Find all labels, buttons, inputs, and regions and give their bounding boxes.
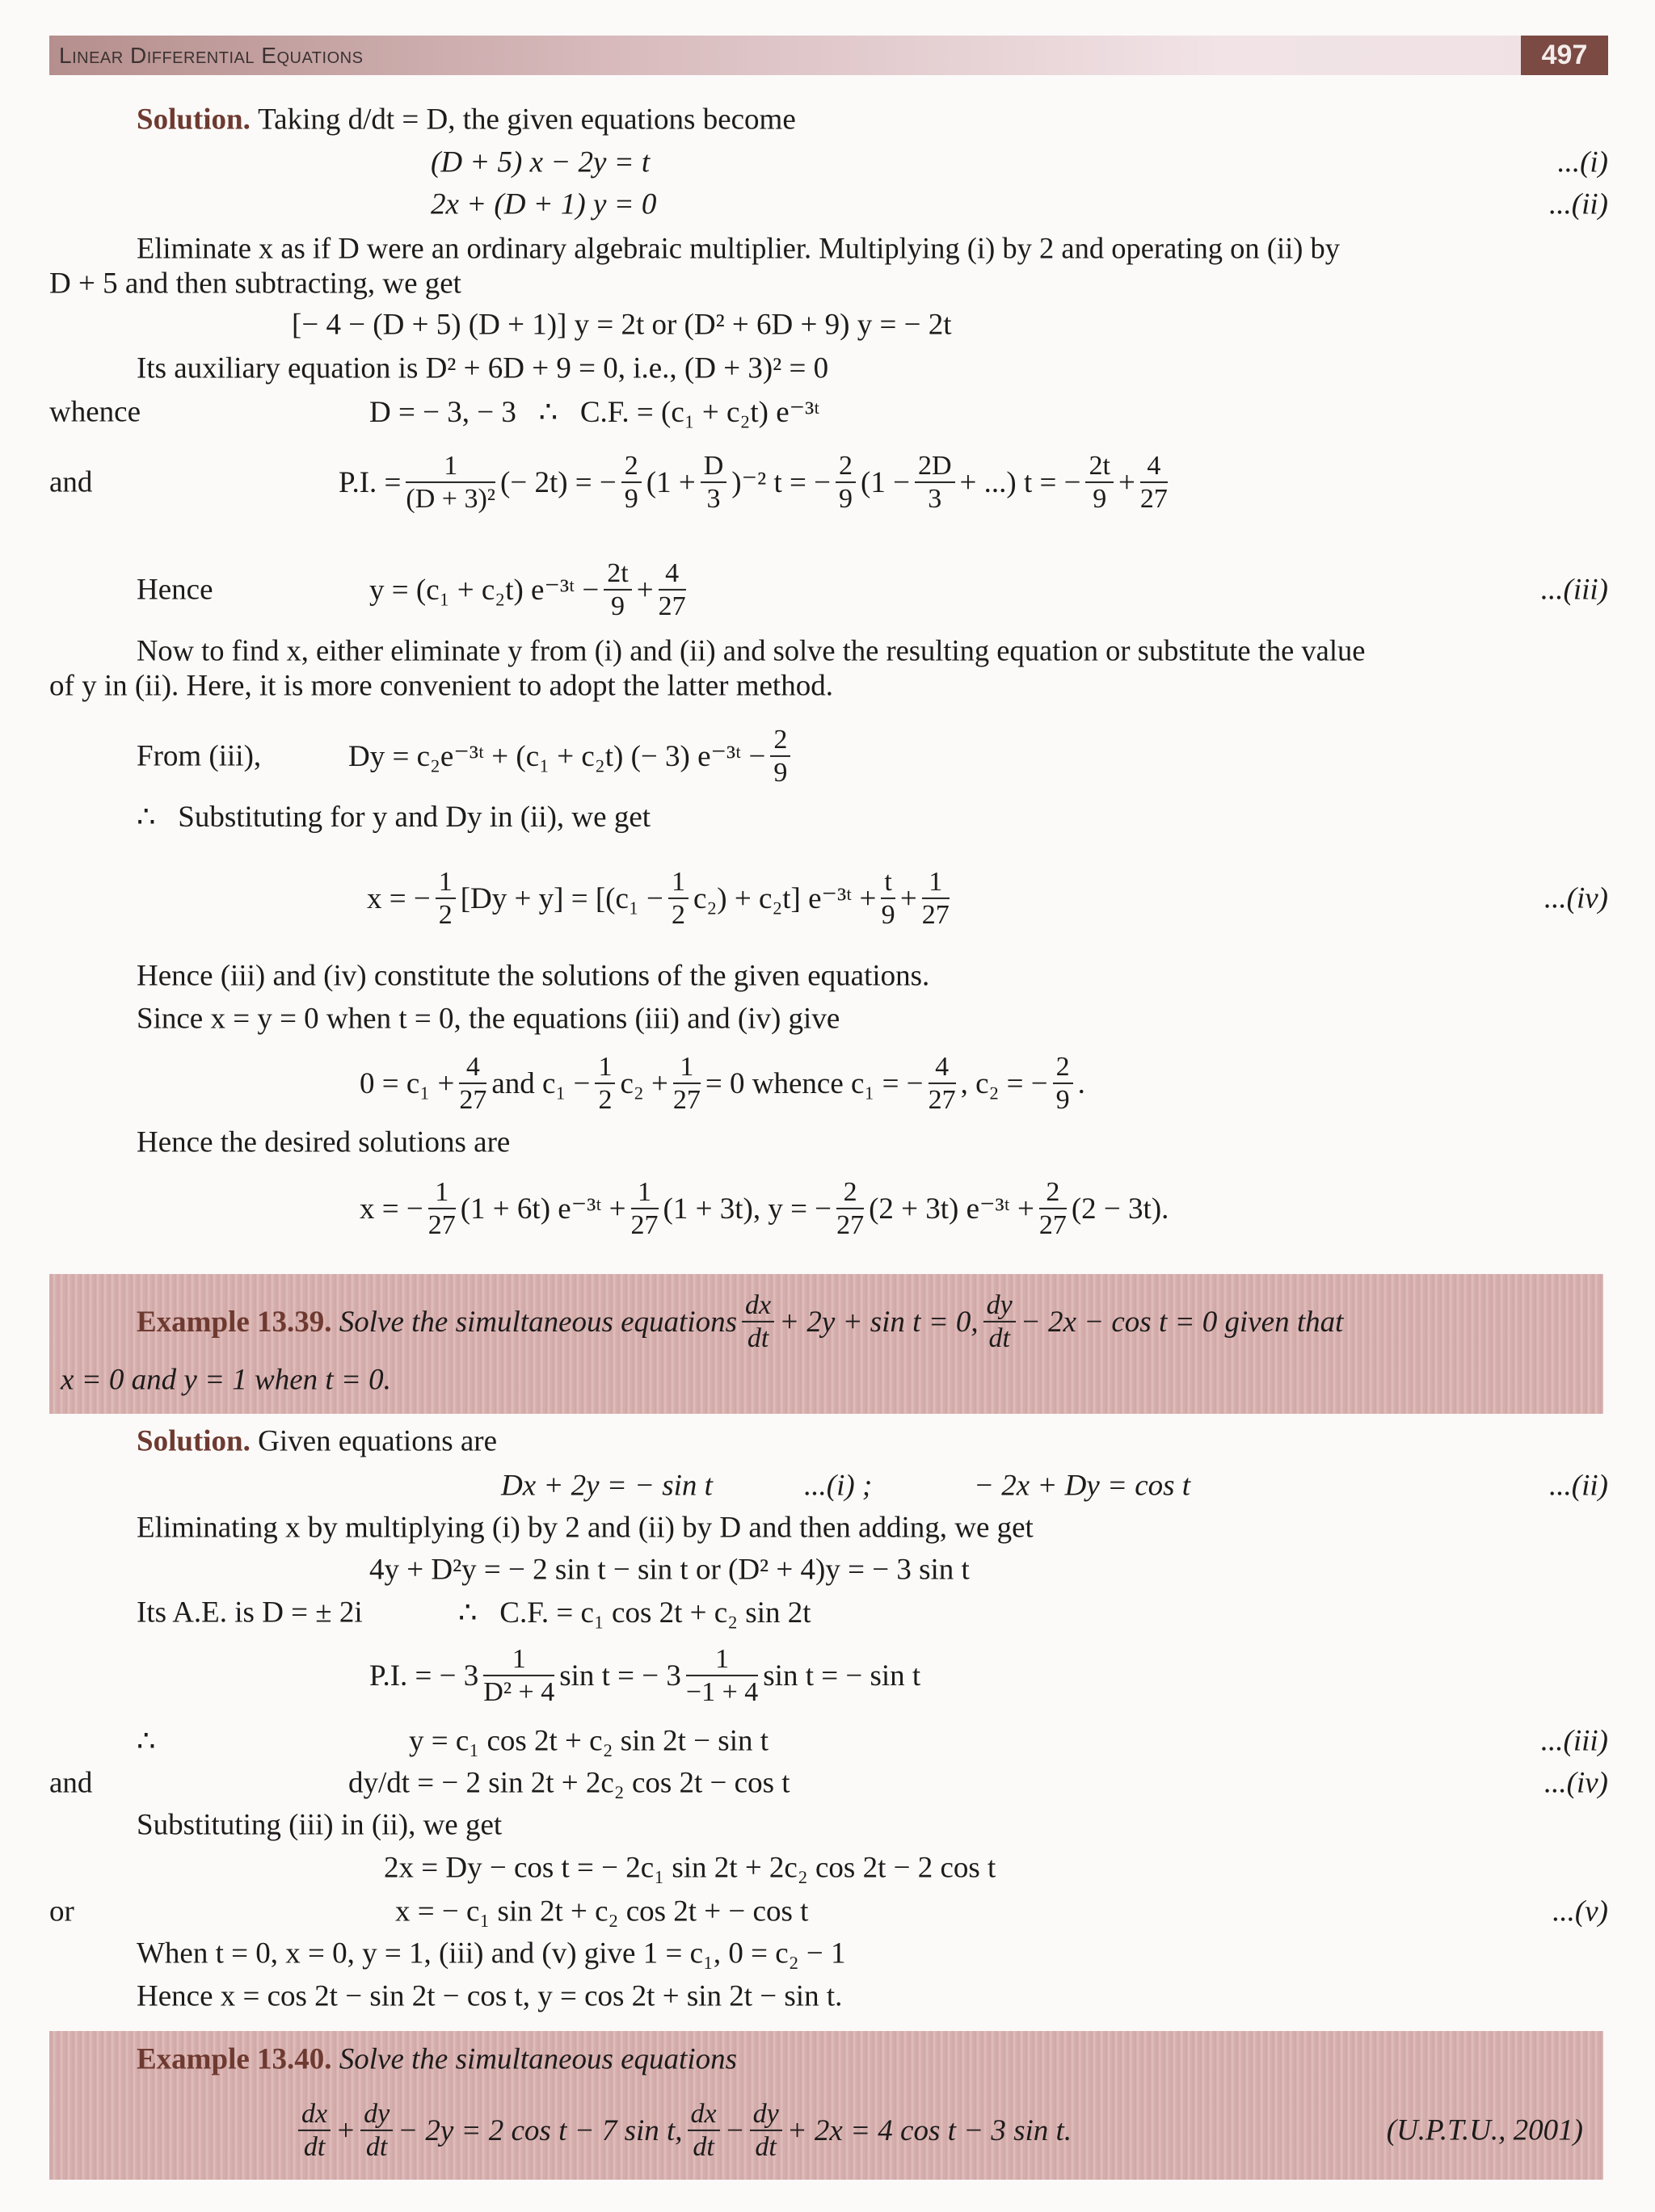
fraction bbox=[436, 866, 456, 931]
den: 9 bbox=[1055, 1085, 1070, 1115]
fraction bbox=[701, 450, 727, 515]
equation-ii: 2x + (D + 1) y = 0 bbox=[431, 187, 657, 221]
num: 1 bbox=[595, 1051, 615, 1084]
t: [(c₁ − bbox=[595, 881, 663, 915]
num: 2 bbox=[770, 724, 790, 757]
num: 4 bbox=[1140, 450, 1168, 483]
fraction bbox=[428, 1176, 456, 1241]
t: and c₁ − bbox=[491, 1066, 591, 1100]
den: 3 bbox=[706, 484, 721, 514]
paragraph: Its A.E. is D = ± 2i bbox=[137, 1596, 363, 1630]
example-13-39-line2: x = 0 and y = 1 when t = 0. bbox=[61, 1363, 391, 1397]
num: 2 bbox=[1039, 1176, 1067, 1209]
den: 9 bbox=[624, 484, 638, 514]
paragraph: Hence the desired solutions are bbox=[137, 1125, 511, 1159]
num: 2 bbox=[621, 450, 642, 483]
label: or bbox=[49, 1894, 74, 1928]
den: D² + 4 bbox=[483, 1677, 555, 1707]
den: 27 bbox=[921, 900, 950, 930]
num: 2 bbox=[836, 450, 856, 483]
t: (1 + 6t) e⁻³ᵗ + bbox=[460, 1192, 626, 1226]
label: and bbox=[49, 1766, 93, 1800]
equation-i: Dx + 2y = − sin t bbox=[501, 1469, 713, 1503]
example-13-39-statement bbox=[137, 1289, 1343, 1354]
fraction bbox=[742, 1289, 774, 1354]
fraction bbox=[750, 2098, 782, 2163]
fraction bbox=[668, 866, 689, 931]
t: Solve the simultaneous equations bbox=[339, 1305, 738, 1339]
fraction bbox=[1140, 450, 1168, 515]
t: c₂) + c₂t] e⁻³ᵗ + bbox=[693, 882, 877, 915]
example-13-40-heading bbox=[137, 2042, 737, 2077]
t: + ...) t = − bbox=[959, 465, 1081, 499]
t: 0 = c₁ + bbox=[360, 1066, 455, 1100]
t: − 2y = 2 cos t − 7 sin t, bbox=[398, 2113, 683, 2147]
label: whence bbox=[49, 395, 141, 429]
paragraph: ∴ Substituting for y and Dy in (ii), we get bbox=[137, 801, 651, 834]
den: −1 + 4 bbox=[685, 1677, 759, 1707]
fraction bbox=[298, 2098, 331, 2163]
t: x = − bbox=[360, 1192, 423, 1226]
den: dt bbox=[303, 2132, 326, 2162]
den: 2 bbox=[438, 900, 453, 930]
num: t bbox=[881, 866, 895, 899]
t: (− 2t) = − bbox=[500, 465, 617, 499]
label: From (iii), bbox=[137, 739, 262, 773]
t: (1 − bbox=[861, 465, 910, 499]
t: + bbox=[636, 573, 654, 607]
den: dt bbox=[988, 1323, 1010, 1353]
den: 27 bbox=[630, 1210, 659, 1240]
t: , c₂ = − bbox=[960, 1066, 1048, 1100]
den: dt bbox=[693, 2132, 714, 2162]
equation-dy bbox=[348, 724, 795, 788]
equation-cf: ∴ C.F. = c₁ cos 2t + c₂ sin 2t bbox=[458, 1596, 811, 1630]
num: 1 bbox=[668, 866, 689, 899]
num: 1 bbox=[631, 1176, 659, 1209]
den: 9 bbox=[881, 900, 895, 930]
t: (2 − 3t). bbox=[1071, 1192, 1169, 1226]
equation-constants bbox=[360, 1051, 1085, 1116]
fraction bbox=[595, 1051, 615, 1116]
label: and bbox=[49, 465, 93, 499]
fraction bbox=[631, 1176, 659, 1241]
num: 1 bbox=[483, 1643, 554, 1676]
example-label: Example 13.39. bbox=[137, 1305, 332, 1339]
den: 27 bbox=[928, 1085, 956, 1115]
t: sin t = − sin t bbox=[763, 1659, 921, 1693]
paragraph: D + 5 and then subtracting, we get bbox=[49, 267, 461, 301]
num: 4 bbox=[929, 1051, 956, 1084]
equation-ii: − 2x + Dy = cos t bbox=[974, 1469, 1191, 1503]
therefore-symbol: ∴ bbox=[137, 1725, 156, 1758]
fraction bbox=[1053, 1051, 1073, 1116]
num: 2D bbox=[915, 450, 955, 483]
den: 2 bbox=[598, 1085, 613, 1115]
equation-tag: ...(i) ; bbox=[804, 1469, 873, 1503]
num: 1 bbox=[686, 1643, 758, 1676]
den: 27 bbox=[658, 591, 686, 621]
page-number: 497 bbox=[1521, 36, 1608, 75]
equation-tag: ...(iv) bbox=[1543, 881, 1608, 915]
equation-tag: ...(iii) bbox=[1540, 1724, 1608, 1758]
den: 9 bbox=[611, 591, 625, 621]
num: D bbox=[701, 450, 727, 483]
num: dy bbox=[983, 1289, 1016, 1323]
chapter-title: Linear Differential Equations bbox=[59, 43, 364, 68]
den: 27 bbox=[836, 1210, 865, 1240]
equation: [− 4 − (D + 5) (D + 1)] y = 2t or (D² + 6D + 9) y = − 2t bbox=[292, 308, 952, 342]
paragraph: Since x = y = 0 when t = 0, the equations (iii) and (iv) give bbox=[137, 1002, 840, 1036]
num: 1 bbox=[673, 1051, 701, 1084]
label: Hence bbox=[137, 573, 213, 607]
num: 2 bbox=[836, 1176, 864, 1209]
den: 27 bbox=[459, 1085, 487, 1115]
equation-pi bbox=[339, 450, 1173, 515]
t: sin t = − 3 bbox=[559, 1659, 681, 1693]
fraction bbox=[922, 866, 950, 931]
num: dx bbox=[688, 2098, 720, 2131]
equation-x: x = − c₁ sin 2t + c₂ cos 2t + − cos t bbox=[395, 1894, 809, 1928]
equation-tag: ...(i) bbox=[1557, 145, 1608, 179]
fraction bbox=[673, 1051, 701, 1116]
equation-tag: ...(iii) bbox=[1540, 573, 1608, 607]
t: P.I. = − 3 bbox=[369, 1659, 479, 1693]
den: 27 bbox=[672, 1085, 701, 1115]
fraction bbox=[929, 1051, 956, 1116]
num: dx bbox=[742, 1289, 774, 1323]
t: − 2x − cos t = 0 given that bbox=[1020, 1305, 1344, 1339]
fraction bbox=[770, 724, 790, 788]
paragraph: Eliminate x as if D were an ordinary algebraic multiplier. Multiplying (i) by 2 and operating on (ii) by bbox=[137, 231, 1341, 265]
solution-intro bbox=[137, 103, 796, 137]
t: − bbox=[724, 2113, 745, 2147]
fraction bbox=[881, 866, 895, 931]
num: 2 bbox=[1053, 1051, 1073, 1084]
running-header bbox=[49, 36, 1608, 75]
equation-cf: D = − 3, − 3 ∴ C.F. = (c₁ + c₂t) e⁻³ᵗ bbox=[369, 396, 820, 429]
fraction bbox=[1039, 1176, 1067, 1241]
num: 2t bbox=[604, 557, 631, 591]
fraction bbox=[360, 2098, 393, 2163]
den: dt bbox=[747, 1323, 769, 1353]
paragraph: Substituting (iii) in (ii), we get bbox=[137, 1808, 503, 1842]
equation: 2x = Dy − cos t = − 2c₁ sin 2t + 2c₂ cos 2t − 2 cos t bbox=[384, 1851, 996, 1885]
num: dy bbox=[360, 2098, 393, 2131]
fraction bbox=[659, 557, 686, 622]
equation-tag: ...(ii) bbox=[1549, 1469, 1608, 1503]
den: dt bbox=[365, 2132, 388, 2162]
equation-y bbox=[369, 557, 691, 622]
t: c₂ + bbox=[620, 1066, 668, 1100]
num: 1 bbox=[406, 450, 495, 483]
paragraph: of y in (ii). Here, it is more convenient to adopt the latter method. bbox=[49, 669, 833, 703]
fraction bbox=[459, 1051, 486, 1116]
fraction bbox=[836, 450, 856, 515]
equation-y: y = c₁ cos 2t + c₂ sin 2t − sin t bbox=[409, 1724, 769, 1758]
t: )⁻² t = − bbox=[731, 466, 832, 499]
den: 9 bbox=[773, 758, 788, 788]
den: 3 bbox=[928, 484, 942, 514]
den: dt bbox=[755, 2132, 777, 2162]
equation-tag: ...(iv) bbox=[1543, 1766, 1608, 1800]
den: 2 bbox=[671, 900, 685, 930]
fraction bbox=[621, 450, 642, 515]
fraction bbox=[604, 557, 631, 622]
den: 9 bbox=[839, 484, 853, 514]
num: dx bbox=[298, 2098, 331, 2131]
example-13-40-equations bbox=[293, 2098, 1072, 2163]
num: 4 bbox=[659, 557, 686, 591]
equation-pi bbox=[369, 1643, 920, 1708]
t: + bbox=[1118, 465, 1135, 499]
equation-final bbox=[360, 1176, 1169, 1241]
num: 1 bbox=[428, 1176, 456, 1209]
t: Solve the simultaneous equations bbox=[339, 2042, 738, 2076]
example-label: Example 13.40. bbox=[137, 2042, 332, 2076]
paragraph: Now to find x, either eliminate y from (i) and (ii) and solve the resulting equation or substitute the value bbox=[137, 633, 1366, 667]
solution-label: Solution. bbox=[137, 103, 251, 137]
num: 2t bbox=[1085, 450, 1113, 483]
equation-dy: dy/dt = − 2 sin 2t + 2c₂ cos 2t − cos t bbox=[348, 1766, 790, 1800]
equation-i: (D + 5) x − 2y = t bbox=[431, 145, 651, 179]
equation: 4y + D²y = − 2 sin t − sin t or (D² + 4)y = − 3 sin t bbox=[369, 1553, 970, 1587]
fraction bbox=[836, 1176, 864, 1241]
t: P.I. = bbox=[339, 465, 402, 499]
solution-intro bbox=[137, 1424, 497, 1459]
t: . bbox=[1077, 1066, 1085, 1100]
den: 27 bbox=[1038, 1210, 1067, 1240]
text: Taking d/dt = D, the given equations become bbox=[258, 103, 796, 137]
t: + bbox=[335, 2113, 356, 2147]
fraction bbox=[688, 2098, 720, 2163]
paragraph: Hence x = cos 2t − sin 2t − cos t, y = cos 2t + sin 2t − sin t. bbox=[137, 1979, 843, 2013]
paragraph: Its auxiliary equation is D² + 6D + 9 = 0, i.e., (D + 3)² = 0 bbox=[137, 351, 829, 385]
t: (2 + 3t) e⁻³ᵗ + bbox=[869, 1192, 1034, 1226]
t: + 2x = 4 cos t − 3 sin t. bbox=[786, 2113, 1072, 2147]
solution-label: Solution. bbox=[137, 1424, 251, 1458]
den: (D + 3)² bbox=[406, 484, 495, 514]
fraction bbox=[983, 1289, 1016, 1354]
equation-tag: ...(v) bbox=[1552, 1894, 1608, 1928]
num: 1 bbox=[436, 866, 456, 899]
t: y = (c₁ + c₂t) e⁻³ᵗ − bbox=[369, 574, 600, 607]
fraction bbox=[686, 1643, 758, 1708]
t: [Dy + y] = bbox=[460, 881, 588, 915]
den: 9 bbox=[1093, 484, 1107, 514]
den: 27 bbox=[1139, 484, 1168, 514]
num: 4 bbox=[459, 1051, 486, 1084]
paragraph: When t = 0, x = 0, y = 1, (iii) and (v) give 1 = c₁, 0 = c₂ − 1 bbox=[137, 1937, 846, 1970]
equation-x bbox=[367, 866, 954, 931]
t: (1 + 3t), y = − bbox=[663, 1192, 832, 1226]
t: + 2y + sin t = 0, bbox=[779, 1305, 979, 1339]
source-citation: (U.P.T.U., 2001) bbox=[1386, 2113, 1583, 2147]
fraction bbox=[1085, 450, 1113, 515]
num: dy bbox=[750, 2098, 782, 2131]
text: Given equations are bbox=[258, 1424, 498, 1458]
paragraph: Hence (iii) and (iv) constitute the solutions of the given equations. bbox=[137, 959, 930, 993]
den: 27 bbox=[427, 1210, 456, 1240]
num: 1 bbox=[922, 866, 950, 899]
t: = 0 whence c₁ = − bbox=[705, 1066, 924, 1100]
t: + bbox=[899, 881, 917, 915]
t: (1 + bbox=[646, 465, 696, 499]
fraction bbox=[483, 1643, 554, 1708]
paragraph: Eliminating x by multiplying (i) by 2 and (ii) by D and then adding, we get bbox=[137, 1511, 1034, 1545]
fraction bbox=[406, 450, 495, 515]
t: x = − bbox=[367, 881, 431, 915]
t: Dy = c₂e⁻³ᵗ + (c₁ + c₂t) (− 3) e⁻³ᵗ − bbox=[348, 740, 766, 773]
fraction bbox=[915, 450, 955, 515]
equation-tag: ...(ii) bbox=[1549, 187, 1608, 221]
